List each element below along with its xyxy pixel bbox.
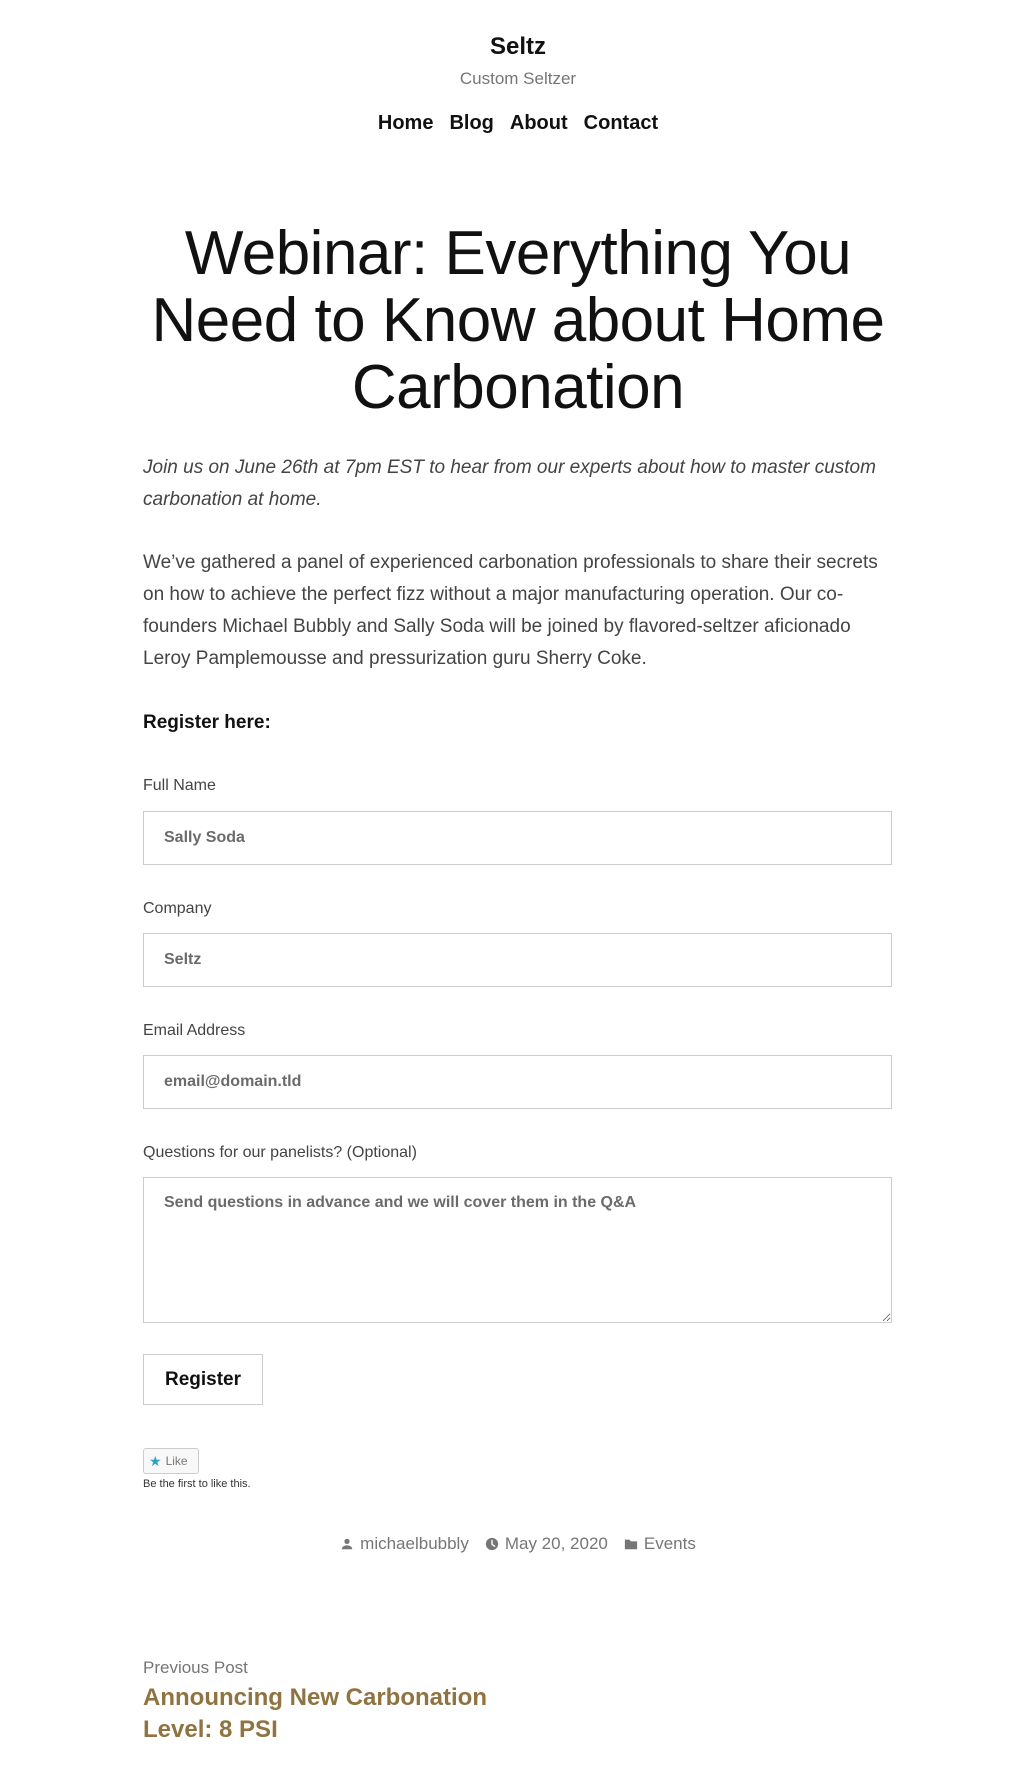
nav-about[interactable]: About [509,112,568,134]
date-link[interactable]: May 20, 2020 [504,1534,608,1553]
post-category [624,1533,696,1555]
company-input[interactable] [143,933,892,987]
register-button[interactable]: Register [143,1354,263,1405]
questions-textarea[interactable] [143,1177,892,1323]
like-status-text: Be the first to like this. [143,1478,251,1490]
post-title: Webinar: Everything You Need to Know about Home Carbonation [151,219,885,422]
post-intro: Join us on June 26th at 7pm EST to hear from our experts about how to master custom carbonation at home. [143,457,876,510]
previous-post-label: Previous Post [143,1658,248,1677]
email-label: Email Address [143,1022,246,1039]
previous-post-link[interactable]: Announcing New Carbonation Level: 8 PSI [143,1684,487,1743]
nav-blog[interactable]: Blog [449,112,494,134]
full-name-label: Full Name [143,777,216,794]
site-title[interactable]: Seltz [489,33,546,60]
questions-label: Questions for our panelists? (Optional) [143,1144,417,1161]
post-body: We’ve gathered a panel of experienced carbonation professionals to share their secrets on how to achieve the perfect fizz without a major manufacturing operation. Our co-founders Michael Bubbly and Sally Soda will be joined by flavored-seltzer aficionado Leroy Pamplemousse and pressurization guru Sherry Coke. [143,552,878,669]
clock-icon [485,1537,499,1551]
post-author [340,1533,469,1555]
nav-home[interactable]: Home [377,112,434,134]
full-name-input[interactable] [143,811,892,865]
register-heading: Register here: [143,712,271,733]
star-icon: ★ [149,1453,162,1469]
site-tagline: Custom Seltzer [459,69,577,88]
category-link[interactable]: Events [643,1534,696,1553]
post-date [485,1533,608,1555]
nav-contact[interactable]: Contact [583,112,659,134]
person-icon [340,1537,354,1551]
author-link[interactable]: michaelbubbly [360,1534,469,1553]
like-button[interactable] [143,1448,199,1474]
folder-icon [624,1537,638,1551]
like-label: Like [165,1454,188,1468]
company-label: Company [143,900,212,917]
main-nav [0,110,1036,136]
email-input[interactable] [143,1055,892,1109]
post-meta [0,1533,1036,1555]
